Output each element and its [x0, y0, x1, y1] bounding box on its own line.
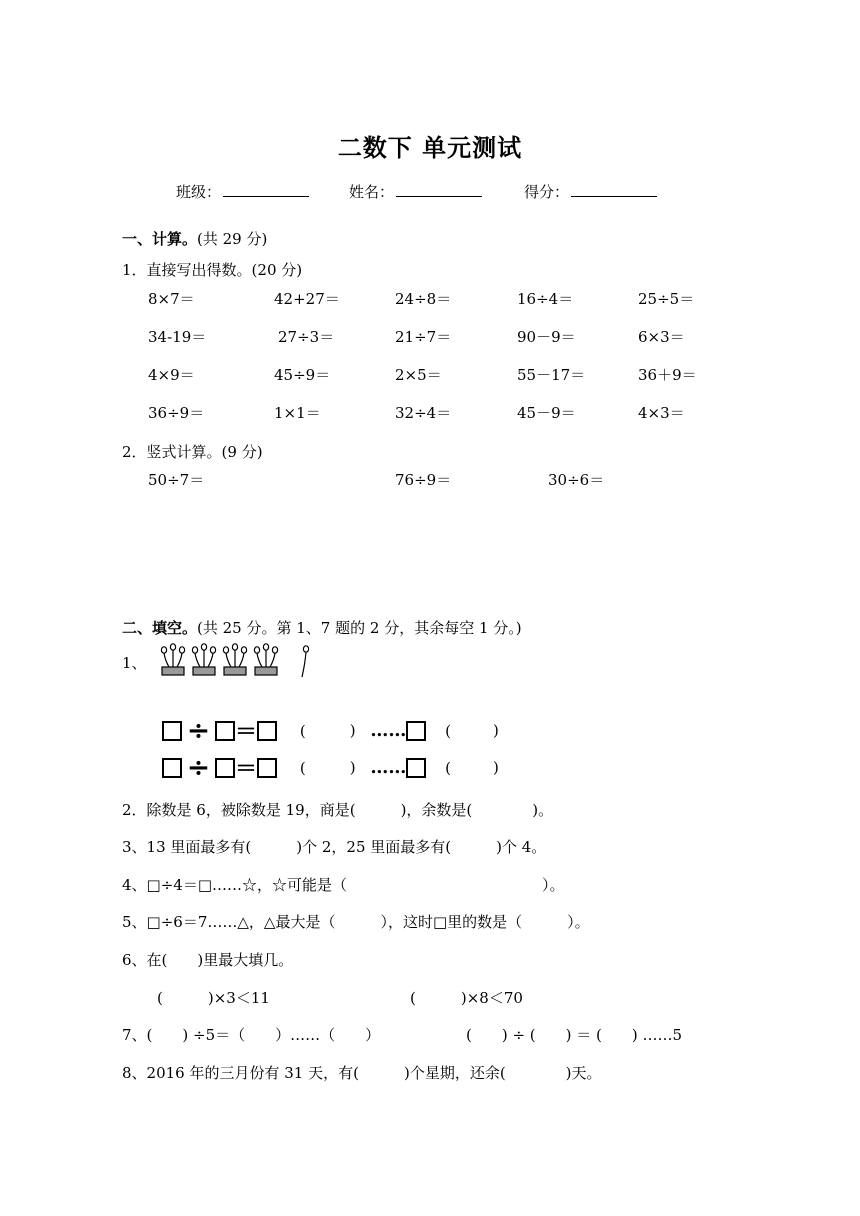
paren-right: ): [492, 758, 499, 777]
s1-q2: 2．竖式计算。(9 分): [122, 443, 263, 461]
s2-q3: 3、13 里面最多有( )个 2，25 里面最多有( )个 4。: [122, 838, 547, 856]
flower-pot-icon: [192, 644, 215, 675]
paren-left: (: [299, 758, 306, 777]
equals-sign: ＝: [235, 756, 258, 782]
single-flower-icon: [302, 646, 309, 677]
name-label: 姓名：: [349, 183, 395, 201]
section2-heading: [122, 617, 522, 638]
s2-q7-a: 7、( ) ÷5＝（ ）……（ ）: [122, 1026, 381, 1044]
answer-box[interactable]: [406, 758, 426, 778]
flower-pots-illustration: [156, 642, 316, 684]
calc-item: 6×3＝: [638, 328, 685, 346]
calc-item: 24÷8＝: [395, 290, 452, 308]
division-template-row-2: [162, 752, 499, 783]
calc-item: 42+27＝: [274, 290, 340, 308]
class-label: 班级：: [176, 183, 222, 201]
answer-box[interactable]: [257, 758, 277, 778]
answer-box[interactable]: [162, 721, 182, 741]
paren-right: ): [349, 721, 356, 740]
flower-pot-icon: [161, 644, 184, 675]
calc-item: 90－9＝: [517, 328, 576, 346]
calc-item: 4×9＝: [148, 366, 195, 384]
calc-item: 21÷7＝: [395, 328, 452, 346]
section1-title: 一、计算。: [122, 230, 198, 248]
vertical-calc-item: 76÷9＝: [395, 471, 452, 489]
s2-q6-b: ( )×8＜70: [410, 989, 523, 1007]
divide-sign: ÷: [186, 713, 211, 747]
s2-q6: 6、在( )里最大填几。: [122, 951, 294, 969]
calc-item: 45÷9＝: [274, 366, 331, 384]
s2-q2: 2．除数是 6，被除数是 19，商是( )，余数是( )。: [122, 801, 554, 819]
score-label: 得分：: [524, 183, 570, 201]
calc-item: 25÷5＝: [638, 290, 695, 308]
calc-item: 34-19＝: [148, 328, 207, 346]
calc-item: 45－9＝: [517, 404, 576, 422]
paren-right: ): [492, 721, 499, 740]
s2-q8: 8、2016 年的三月份有 31 天，有( )个星期，还余( )天。: [122, 1064, 602, 1082]
paren-left: (: [445, 721, 451, 740]
calc-item: 55－17＝: [517, 366, 586, 384]
page-title: 二数下 单元测试: [337, 134, 523, 162]
paren-left: (: [299, 721, 306, 740]
vertical-calc-item: 50÷7＝: [148, 471, 205, 489]
paren-right: ): [349, 758, 356, 777]
section1-note: (共 29 分): [197, 230, 268, 248]
answer-box[interactable]: [215, 758, 235, 778]
s2-q7-b: ( ) ÷ ( ) ＝ ( ) ……5: [466, 1026, 683, 1044]
score-blank[interactable]: [571, 182, 657, 197]
class-field: [176, 181, 309, 202]
answer-box[interactable]: [257, 721, 277, 741]
calc-item: 1×1＝: [274, 404, 321, 422]
divide-sign: ÷: [186, 750, 211, 784]
vertical-calc-item: 30÷6＝: [548, 471, 605, 489]
section1-heading: [122, 228, 267, 249]
calc-item: 27÷3＝: [278, 328, 335, 346]
class-blank[interactable]: [223, 182, 309, 197]
s2-q4: 4、□÷4＝□……☆，☆可能是（ ）。: [122, 876, 565, 894]
name-field: [349, 181, 482, 202]
calc-item: 4×3＝: [638, 404, 685, 422]
answer-box[interactable]: [406, 721, 426, 741]
calc-item: 36÷9＝: [148, 404, 205, 422]
answer-box[interactable]: [215, 721, 235, 741]
name-blank[interactable]: [396, 182, 482, 197]
remainder-dots: ……: [370, 720, 407, 741]
section2-title: 二、填空。: [122, 619, 198, 637]
answer-box[interactable]: [162, 758, 182, 778]
calc-item: 36＋9＝: [638, 366, 697, 384]
flower-pot-icon: [223, 644, 246, 675]
calc-item: 8×7＝: [148, 290, 195, 308]
s1-q1: 1．直接写出得数。(20 分): [122, 261, 303, 279]
flower-pot-icon: [254, 644, 277, 675]
equals-sign: ＝: [235, 719, 258, 745]
s2-q5: 5、□÷6＝7……△，△最大是（ ），这时□里的数是（ ）。: [122, 913, 590, 931]
remainder-dots: ……: [370, 757, 407, 778]
calc-item: 2×5＝: [395, 366, 442, 384]
score-field: [524, 181, 657, 202]
s2-q6-a: ( )×3＜11: [157, 989, 270, 1007]
s2-q1-label: 1、: [122, 654, 147, 672]
section2-note: (共 25 分。第 1、7 题的 2 分，其余每空 1 分。): [197, 619, 522, 637]
calc-item: 16÷4＝: [517, 290, 574, 308]
calc-item: 32÷4＝: [395, 404, 452, 422]
division-template-row-1: [162, 715, 499, 746]
paren-left: (: [445, 758, 451, 777]
